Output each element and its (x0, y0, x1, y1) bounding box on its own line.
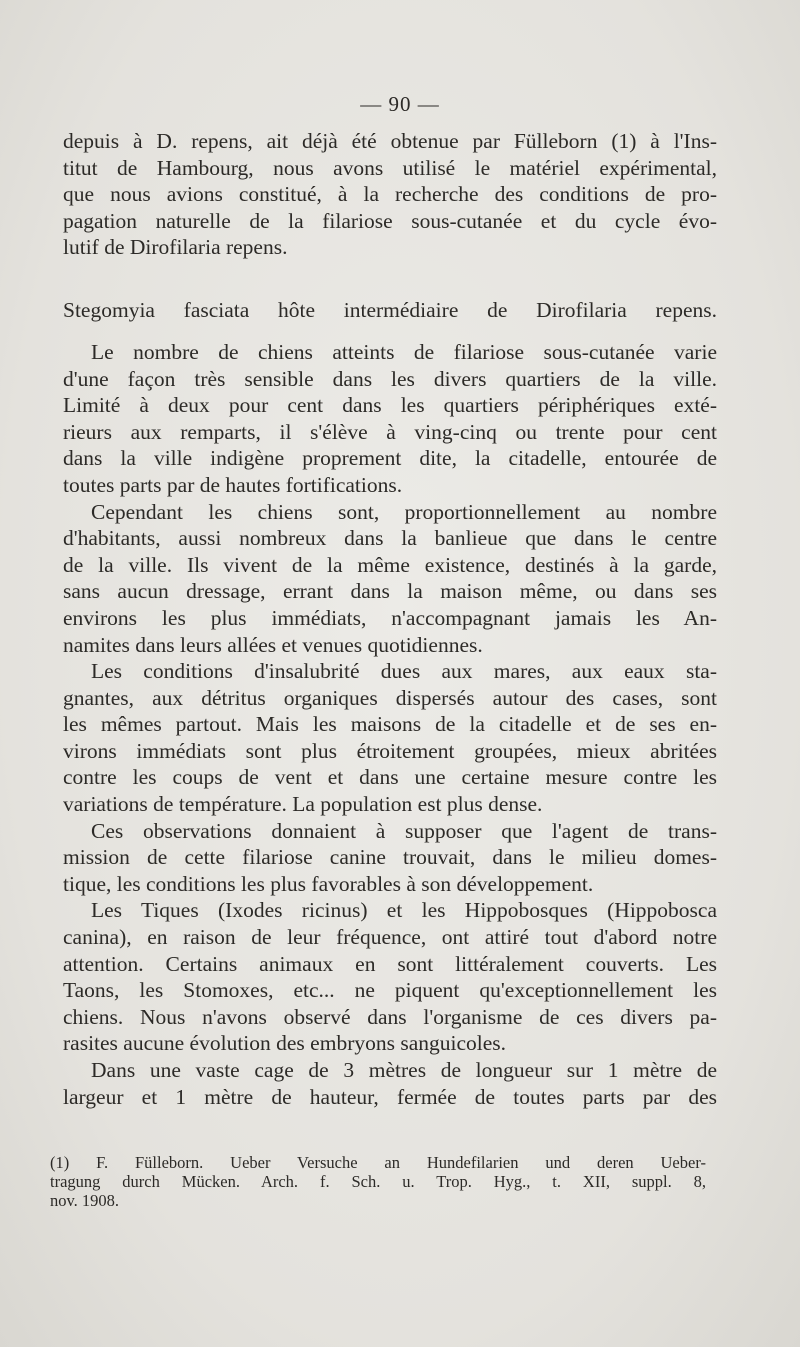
text-line: Les conditions d'insalubrité dues aux mares, aux eaux sta- (91, 659, 717, 684)
text-line: les mêmes partout. Mais les maisons de la citadelle et de ses en- (63, 712, 717, 737)
text-line: que nous avions constitué, à la recherche des conditions de pro- (63, 182, 717, 207)
text-line: depuis à D. repens, ait déjà été obtenue par Fülleborn (1) à l'Ins- (63, 129, 717, 153)
text-line: dans la ville indigène proprement dite, la citadelle, entourée de (63, 446, 717, 471)
paragraph (63, 818, 717, 898)
paragraph (63, 339, 717, 499)
text-line: chiens. Nous n'avons observé dans l'organisme de ces divers pa- (63, 1004, 717, 1029)
text-line: namites dans leurs allées et venues quotidiennes. (63, 632, 483, 657)
text-line: Ces observations donnaient à supposer que l'agent de trans- (91, 818, 717, 843)
text-line: pagation naturelle de la filariose sous-cutanée et du cycle évo- (63, 208, 717, 233)
text-line: rasites aucune évolution des embryons sanguicoles. (63, 1031, 507, 1056)
text-line: d'habitants, aussi nombreux dans la banlieue que dans le centre (63, 526, 717, 551)
paragraph (63, 499, 717, 659)
text-line: titut de Hambourg, nous avons utilisé le matériel expérimental, (63, 155, 717, 180)
text-line: toutes parts par de hautes fortifications. (63, 472, 403, 497)
text-line: d'une façon très sensible dans les divers quartiers de la ville. (63, 366, 717, 391)
paragraph (63, 1057, 717, 1110)
text-line: virons immédiats sont plus étroitement groupées, mieux abritées (63, 738, 717, 763)
text-line: rieurs aux remparts, il s'élève à ving-cinq ou trente pour cent (63, 419, 717, 444)
text-line: Taons, les Stomoxes, etc... ne piquent qu'exceptionnellement les (63, 978, 717, 1003)
page-number: — 90 — (360, 92, 440, 116)
text-line: sans aucun dressage, errant dans la maison même, ou dans ses (63, 579, 717, 604)
text-line: Les Tiques (Ixodes ricinus) et les Hippobosques (Hippobosca (91, 898, 717, 923)
text-line: environs les plus immédiats, n'accompagnant jamais les An- (63, 605, 717, 630)
text-line: attention. Certains animaux en sont littéralement couverts. Les (63, 951, 717, 976)
text-line: lutif de Dirofilaria repens. (63, 235, 288, 260)
text-line: mission de cette filariose canine trouvait, dans le milieu domes- (63, 845, 717, 870)
text-line: de la ville. Ils vivent de la même existence, destinés à la garde, (63, 552, 717, 577)
paragraph (63, 897, 717, 1057)
text-line: contre les coups de vent et dans une certaine mesure contre les (63, 765, 717, 790)
text-line: Limité à deux pour cent dans les quartiers périphériques exté- (63, 393, 717, 418)
text-line: tique, les conditions les plus favorables à son développement. (63, 871, 594, 896)
footnote-line: tragung durch Mücken. Arch. f. Sch. u. Trop. Hyg., t. XII, suppl. 8, (50, 1172, 706, 1191)
footnote (50, 1153, 706, 1210)
section-heading: Stegomyia fasciata hôte intermédiaire de Dirofilaria repens. (63, 297, 717, 322)
footnote-line: nov. 1908. (50, 1191, 120, 1210)
text-line: Cependant les chiens sont, proportionnellement au nombre (91, 499, 717, 524)
intro-paragraph (63, 128, 717, 261)
paragraph (63, 658, 717, 818)
text-line: variations de température. La population est plus dense. (63, 792, 543, 817)
text-line: canina), en raison de leur fréquence, ont attiré tout d'abord notre (63, 925, 717, 950)
footnote-line: (1) F. Fülleborn. Ueber Versuche an Hundefilarien und deren Ueber- (50, 1153, 706, 1172)
text-line: gnantes, aux détritus organiques dispersés autour des cases, sont (63, 685, 717, 710)
text-line: largeur et 1 mètre de hauteur, fermée de toutes parts par des (63, 1084, 717, 1109)
body-text (63, 128, 717, 1110)
text-line: Dans une vaste cage de 3 mètres de longueur sur 1 mètre de (91, 1058, 717, 1082)
text-line: Le nombre de chiens atteints de filariose sous-cutanée varie (91, 339, 717, 364)
